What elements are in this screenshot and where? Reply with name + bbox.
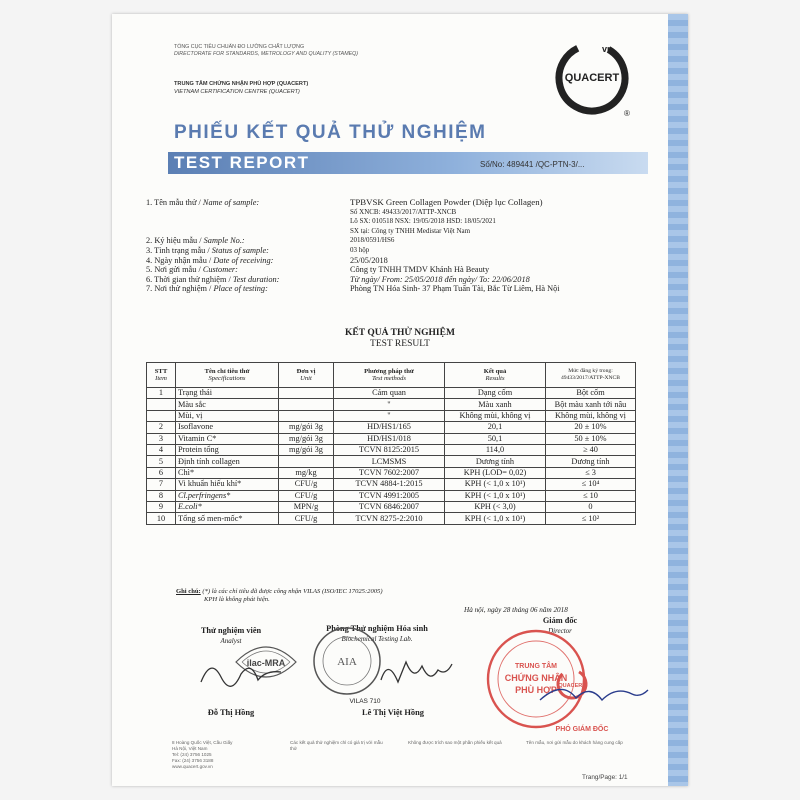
table-cell-result: KPH (< 1,0 x 10¹) bbox=[445, 479, 546, 490]
table-cell-result: KPH (< 1,0 x 10¹) bbox=[445, 490, 546, 501]
table-cell-unit: mg/gói 3g bbox=[279, 444, 334, 455]
table-cell-unit: mg/gói 3g bbox=[279, 422, 334, 433]
table-cell-name: Protein tổng bbox=[176, 444, 279, 455]
table-row bbox=[147, 501, 636, 512]
footer-address: 8 Hoàng Quốc Việt, Cầu Giấy Hà Nội, Việt Nam Tel: (24) 3756 1025 Fax: (24) 3756 3188 www.quacert.gov.vn bbox=[172, 740, 233, 769]
lab-head-name: Lê Thị Việt Hồng bbox=[362, 708, 424, 717]
table-cell-method: TCVN 8125:2015 bbox=[334, 444, 445, 455]
field-label: 4. Ngày nhận mẫu / Date of receiving: bbox=[146, 255, 274, 265]
field-label: 7. Nơi thử nghiệm / Place of testing: bbox=[146, 284, 268, 294]
table-cell-method: TCVN 8275-2:2010 bbox=[334, 513, 445, 524]
table-row bbox=[147, 410, 636, 421]
logo-sup: vn bbox=[602, 44, 613, 54]
field-value: 25/05/2018 bbox=[350, 255, 388, 265]
table-cell-stt: 10 bbox=[147, 513, 176, 524]
table-cell-unit: MPN/g bbox=[279, 501, 334, 512]
notes bbox=[176, 588, 383, 604]
table-cell-result: KPH (LOD= 0,02) bbox=[445, 467, 546, 478]
table-row bbox=[147, 479, 636, 490]
report-title-en: TEST REPORT bbox=[174, 153, 310, 172]
analyst-title: Thử nghiệm viên bbox=[200, 626, 262, 635]
footer-note: Tên mẫu, nơi gửi mẫu do khách hàng cung cấp bbox=[526, 740, 623, 745]
table-cell-name: Vi khuẩn hiếu khí* bbox=[176, 479, 279, 490]
field-value: Phòng TN Hóa Sinh- 37 Phạm Tuấn Tài, Bắc Từ Liêm, Hà Nội bbox=[350, 284, 560, 294]
table-cell-stt bbox=[147, 399, 176, 410]
report-title-vn: PHIẾU KẾT QUẢ THỬ NGHIỆM bbox=[174, 122, 487, 143]
footer-note: Các kết quả thử nghiệm chỉ có giá trị với mẫu thử bbox=[290, 740, 383, 751]
table-cell-name: Tổng số men-mốc* bbox=[176, 513, 279, 524]
table-cell-method: TCVN 7602:2007 bbox=[334, 467, 445, 478]
analyst-subtitle: Analyst bbox=[220, 637, 242, 645]
table-cell-unit: CFU/g bbox=[279, 479, 334, 490]
table-cell-name: Màu sắc bbox=[176, 399, 279, 410]
table-cell-limit: 20 ± 10% bbox=[546, 422, 636, 433]
director-role: PHÓ GIÁM ĐỐC bbox=[555, 726, 609, 733]
header-cell: Tên chỉ tiêu thử Specifications bbox=[176, 363, 279, 388]
table-cell-limit: Không mùi, không vị bbox=[546, 410, 636, 421]
footer-note: Không được trích sao một phần phiếu kết quả bbox=[408, 740, 502, 745]
field-label: 1. Tên mẫu thử / Name of sample: bbox=[146, 198, 260, 207]
agency-name-vn: TỔNG CỤC TIÊU CHUẨN ĐO LƯỜNG CHẤT LƯỢNG bbox=[174, 44, 305, 50]
result-title-en: TEST RESULT bbox=[370, 339, 430, 349]
centre-name-en: VIETNAM CERTIFICATION CENTRE (QUACERT) bbox=[174, 89, 300, 95]
table-cell-name: Vitamin C* bbox=[176, 433, 279, 444]
centre-name-vn: TRUNG TÂM CHỨNG NHẬN PHÙ HỢP (QUACERT) bbox=[174, 81, 309, 87]
field-value: Từ ngày/ From: 25/05/2018 đến ngày/ To: 22/06/2018 bbox=[350, 274, 530, 284]
place-date: Hà nội, ngày 28 tháng 06 năm 2018 bbox=[464, 606, 568, 614]
test-report-document: TỔNG CỤC TIÊU CHUẨN ĐO LƯỜNG CHẤT LƯỢNG DIRECTORATE FOR STANDARDS, METROLOGY AND QUALITY (STAMEQ) TRUNG TÂM CHỨNG NHẬN PHÙ HỢP (QUACERT) VIETNAM CERTIFICATION CENTRE (QUACERT) vn QUACERT ® PHIẾU KẾT QUẢ THỬ NGHIỆM TEST REPORT Số/No: 489441 /QC-PTN-3/... 1. Tên mẫu thử / Name of sample: TPBVSK Green Collagen Powder (Diệp lục Collagen) Số XNCB: 49433/2017/ATTP-XNCB Lô SX: 010518 NSX: 19/05/2018 HSD: 18/05/2021 SX tại: Công ty TNHH Medistar Việt Nam 2. Ký hiệu mẫu / Sample No.: 2018/0591/HS6 3. Tình trạng mẫu / Status of sample: 03 hộp 4. Ngày nhận mẫu / Date of receiving: 25/05/2018 5. Nơi gửi mẫu / Customer: Công ty TNHH TMDV Khánh Hà Beauty 6. Thời gian thử nghiệm / Test duration: Từ ngày/ From: 25/05/2018 đến ngày/ To: 22/06/2018 7. Nơi thử nghiệm / Place of testing: Phòng TN Hóa Sinh- 37 Phạm Tuấn Tài, Bắc Từ Liêm, Hà Nội KẾT QUẢ THỬ NGHIỆM TEST RESULT STT Item Tên chỉ tiêu thử Specifications Đơn vị Unit Phương pháp thử Test methods Kết quả Results Mức đăng ký trong: 49433/2017/ATTP-XNCB 1 Trạng thái Cảm quan Dạng cốm Bột cốm Màu sắc " Màu xanh Bột màu xanh tới nâu Mùi, vị " Không mùi, không vị Không mùi, không vị 2 Isoflavone mg/gói 3g HD/HS1/165 20,1 20 ± 10% 3 Vitamin C* mg/gói 3g HD/HS1/018 50,1 50 ± 10% 4 Protein tổng mg/gói 3g TCVN 8125:2015 114,0 ≥ 40 5 Định tính collagen LCMSMS Dương tính Dương tính 6 Chì* mg/kg TCVN 7602:2007 KPH (LOD= 0,02) ≤ 3 7 Vi khuẩn hiếu khí* CFU/g TCVN 4884-1:2015 KPH (< 1,0 x 10¹) ≤ 10⁴ 8 Cl.perfringens* CFU/g TCVN 4991:2005 KPH (< 1,0 x 10¹) ≤ 10 9 E.coli* MPN/g TCVN 6846:2007 KPH (< 3,0) 0 10 Tổng số men-mốc* CFU/g TCVN 8275-2:2010 KPH (< 1,0 x 10¹) ≤ 10² Ghi chú: (*) là các chỉ tiêu đã được công nhận VILAS (ISO/IEC 17025:2005) KPH là không phát hiện. Hà nội, ngày 28 tháng 06 năm 2018 Thử nghiệm viên Analyst Phòng Thử nghiệm Hóa sinh Biochemical Testing Lab. Giám đốc Director ilac-MRA AIA VILAS 710 TRUNG TÂM CHỨNG NHẬN PHÙ HỢP QUACERT PHÓ GIÁM ĐỐC Đỗ Thị Hồng Lê Thị Việt Hồng 8 Hoàng Quốc Việt, Cầu Giấy Hà Nội, Việt Nam Tel: (24) 3756 1025 Fax: (24) 3756 3188 www.quacert.gov.vn Các kết quả thử nghiệm chỉ có giá trị với mẫu thử Không được trích sao một phần phiếu kết quả Tên mẫu, nơi gửi mẫu do khách hàng cung cấp Trang/Page: 1/1 bbox=[112, 14, 688, 786]
table-cell-method: HD/HS1/165 bbox=[334, 422, 445, 433]
table-row bbox=[147, 399, 636, 410]
field-value: TPBVSK Green Collagen Powder (Diệp lục Collagen) bbox=[350, 197, 543, 207]
director-subtitle: Director bbox=[548, 627, 572, 635]
header-cell: STT Item bbox=[147, 363, 176, 388]
table-cell-stt bbox=[147, 410, 176, 421]
ilac-text: ilac-MRA bbox=[246, 658, 286, 668]
table-cell-limit: Bột màu xanh tới nâu bbox=[546, 399, 636, 410]
table-cell-result: 114,0 bbox=[445, 444, 546, 455]
table-cell-method: " bbox=[334, 399, 445, 410]
table-cell-limit: ≤ 10 bbox=[546, 490, 636, 501]
table-cell-limit: Dương tính bbox=[546, 456, 636, 467]
table-cell-name: Chì* bbox=[176, 467, 279, 478]
lab-title: Phòng Thử nghiệm Hóa sinh bbox=[326, 624, 428, 633]
table-cell-method: HD/HS1/018 bbox=[334, 433, 445, 444]
table-cell-name: Isoflavone bbox=[176, 422, 279, 433]
table-cell-result: KPH (< 1,0 x 10¹) bbox=[445, 513, 546, 524]
svg-text:QUACERT: QUACERT bbox=[558, 683, 586, 689]
table-row bbox=[147, 467, 636, 478]
report-serial-number: Số/No: 489441 /QC-PTN-3/... bbox=[480, 160, 585, 169]
director-title: Giám đốc bbox=[542, 616, 578, 625]
field-value: 03 hộp bbox=[350, 245, 370, 254]
table-cell-result: 50,1 bbox=[445, 433, 546, 444]
table-cell-method: " bbox=[334, 410, 445, 421]
table-cell-result: Không mùi, không vị bbox=[445, 410, 546, 421]
analyst-name: Đỗ Thị Hồng bbox=[207, 708, 255, 717]
logo-text: QUACERT bbox=[564, 72, 620, 84]
field-value: 2018/0591/HS6 bbox=[350, 236, 395, 245]
page-number: Trang/Page: 1/1 bbox=[582, 774, 628, 781]
vilas-label: VILAS 710 bbox=[349, 698, 381, 705]
table-cell-limit: ≤ 10² bbox=[546, 513, 636, 524]
centre-heading bbox=[174, 80, 308, 96]
table-cell-unit bbox=[279, 399, 334, 410]
notes-line: KPH là không phát hiện. bbox=[204, 596, 270, 603]
svg-text:PHÙ HỢP: PHÙ HỢP bbox=[515, 685, 557, 695]
table-cell-unit: mg/kg bbox=[279, 467, 334, 478]
results-table bbox=[146, 362, 636, 525]
table-cell-stt: 7 bbox=[147, 479, 176, 490]
table-cell-name: Cl.perfringens* bbox=[176, 490, 279, 501]
notes-label: Ghi chú: bbox=[176, 588, 201, 595]
table-row bbox=[147, 433, 636, 444]
header-cell: Mức đăng ký trong: 49433/2017/ATTP-XNCB bbox=[546, 363, 636, 388]
vilas-stamp bbox=[308, 622, 386, 700]
lab-signature bbox=[376, 652, 456, 694]
table-cell-method: TCVN 4884-1:2015 bbox=[334, 479, 445, 490]
agency-heading bbox=[174, 44, 358, 58]
table-cell-stt: 1 bbox=[147, 388, 176, 399]
table-cell-limit: ≤ 10⁴ bbox=[546, 479, 636, 490]
table-cell-unit: mg/gói 3g bbox=[279, 433, 334, 444]
table-cell-limit: 50 ± 10% bbox=[546, 433, 636, 444]
analyst-signature bbox=[196, 652, 286, 692]
director-signature bbox=[532, 676, 652, 710]
table-row bbox=[147, 388, 636, 399]
lab-subtitle: Biochemical Testing Lab. bbox=[341, 635, 413, 643]
table-cell-result: Dương tính bbox=[445, 456, 546, 467]
field-label: 5. Nơi gửi mẫu / Customer: bbox=[146, 265, 238, 275]
table-cell-result: Dạng cốm bbox=[445, 388, 546, 399]
table-cell-unit bbox=[279, 410, 334, 421]
table-row bbox=[147, 456, 636, 467]
table-cell-unit: CFU/g bbox=[279, 490, 334, 501]
table-row bbox=[147, 490, 636, 501]
table-cell-unit: CFU/g bbox=[279, 513, 334, 524]
page-edge-stripe bbox=[668, 14, 688, 786]
table-cell-stt: 6 bbox=[147, 467, 176, 478]
table-cell-stt: 4 bbox=[147, 444, 176, 455]
field-label: 3. Tình trạng mẫu / Status of sample: bbox=[146, 245, 269, 255]
results-header-row bbox=[147, 363, 636, 388]
svg-text:CHỨNG NHẬN: CHỨNG NHẬN bbox=[504, 673, 568, 683]
table-cell-name: E.coli* bbox=[176, 501, 279, 512]
table-row bbox=[147, 444, 636, 455]
table-cell-name: Mùi, vị bbox=[176, 410, 279, 421]
table-cell-stt: 2 bbox=[147, 422, 176, 433]
table-cell-limit: ≤ 3 bbox=[546, 467, 636, 478]
table-cell-name: Định tính collagen bbox=[176, 456, 279, 467]
field-label: 6. Thời gian thử nghiệm / Test duration: bbox=[146, 274, 280, 284]
svg-text:AIA: AIA bbox=[337, 656, 357, 668]
table-cell-stt: 9 bbox=[147, 501, 176, 512]
table-cell-method: LCMSMS bbox=[334, 456, 445, 467]
result-title-vn: KẾT QUẢ THỬ NGHIỆM bbox=[345, 328, 455, 338]
table-cell-result: Màu xanh bbox=[445, 399, 546, 410]
table-cell-limit: ≥ 40 bbox=[546, 444, 636, 455]
table-row bbox=[147, 422, 636, 433]
field-label: 2. Ký hiệu mẫu / Sample No.: bbox=[146, 236, 245, 246]
logo-registered: ® bbox=[624, 109, 630, 118]
table-cell-method: TCVN 4991:2005 bbox=[334, 490, 445, 501]
table-cell-stt: 8 bbox=[147, 490, 176, 501]
table-cell-result: 20,1 bbox=[445, 422, 546, 433]
header-cell: Kết quả Results bbox=[445, 363, 546, 388]
header-cell: Đơn vị Unit bbox=[279, 363, 334, 388]
table-cell-limit: Bột cốm bbox=[546, 388, 636, 399]
table-cell-method: Cảm quan bbox=[334, 388, 445, 399]
table-cell-stt: 5 bbox=[147, 456, 176, 467]
svg-text:TRUNG TÂM: TRUNG TÂM bbox=[515, 663, 557, 670]
table-cell-name: Trạng thái bbox=[176, 388, 279, 399]
table-cell-unit bbox=[279, 388, 334, 399]
table-cell-unit bbox=[279, 456, 334, 467]
table-cell-limit: 0 bbox=[546, 501, 636, 512]
header-cell: Phương pháp thử Test methods bbox=[334, 363, 445, 388]
table-cell-method: TCVN 6846:2007 bbox=[334, 501, 445, 512]
table-cell-result: KPH (< 3,0) bbox=[445, 501, 546, 512]
agency-name-en: DIRECTORATE FOR STANDARDS, METROLOGY AND QUALITY (STAMEQ) bbox=[174, 51, 359, 57]
table-row bbox=[147, 513, 636, 524]
notes-line: (*) là các chỉ tiêu đã được công nhận VILAS (ISO/IEC 17025:2005) bbox=[202, 588, 383, 595]
table-cell-stt: 3 bbox=[147, 433, 176, 444]
field-value: Công ty TNHH TMDV Khánh Hà Beauty bbox=[350, 265, 490, 275]
quacert-logo bbox=[554, 36, 632, 120]
